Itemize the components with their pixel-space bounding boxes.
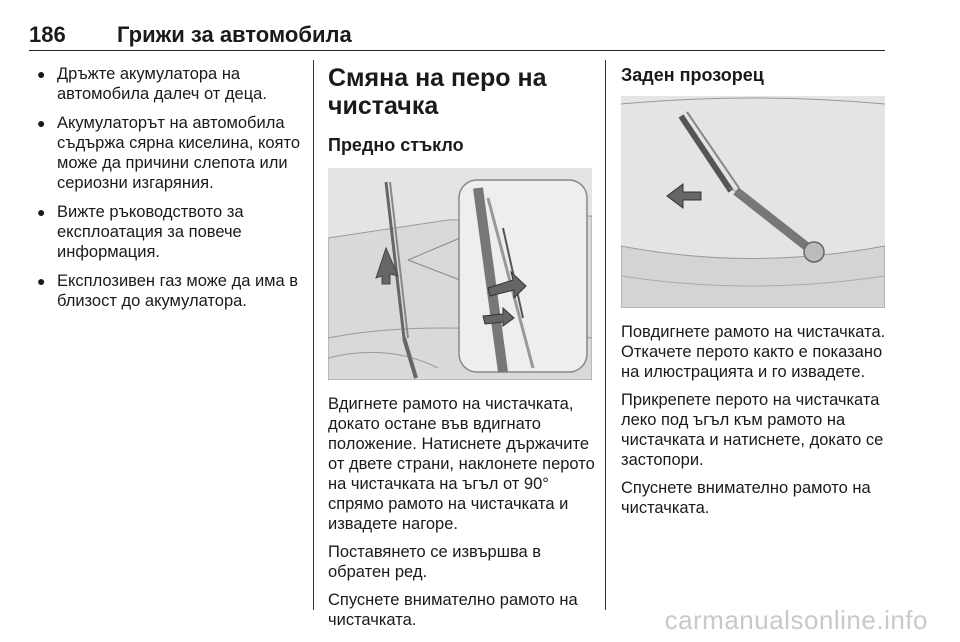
section-heading: Смяна на перо на чистачка [328, 64, 547, 120]
instruction-paragraph: Вдигнете рамото на чистачката, докато остане във вдигнато положение. Натиснете държачите от двете страни, наклонете перото на чистачката на ъгъл от 90° спрямо рамото на чистачката и извадете нагоре. [328, 395, 595, 533]
front-wiper-drawing [328, 168, 592, 380]
bullet-dot-icon: ● [37, 115, 46, 131]
bullet-dot-icon: ● [37, 66, 46, 82]
column-divider-1 [313, 60, 314, 610]
column-2 [328, 64, 596, 638]
instruction-paragraph: Спуснете внимателно рамото на чистачката. [621, 479, 871, 517]
column-1 [33, 64, 305, 320]
bullet-item: ● Акумулаторът на автомобила съдържа сярна киселина, която може да причини слепота или сериозни изгаряния. [37, 114, 301, 192]
column-divider-2 [605, 60, 606, 610]
page-header [29, 22, 885, 52]
rear-wiper-drawing [621, 96, 885, 308]
instruction-paragraph: Спуснете внимателно рамото на чистачката. [328, 591, 578, 629]
rear-wiper-illustration [621, 96, 885, 308]
bullet-item: ● Експлозивен газ може да има в близост до акумулатора. [37, 272, 299, 310]
page-number: 186 [29, 22, 66, 47]
instruction-paragraph: Поставянето се извършва в обратен ред. [328, 543, 542, 581]
site-watermark: carmanualsonline.info [664, 605, 928, 635]
front-wiper-illustration [328, 168, 592, 380]
header-rule [29, 50, 885, 51]
chapter-title: Грижи за автомобила [117, 22, 352, 47]
rear-window-heading: Заден прозорец [621, 65, 764, 85]
bullet-item: ● Вижте ръководството за експлоатация за повече информация. [37, 203, 244, 261]
warning-bullet-list [33, 64, 305, 311]
bullet-dot-icon: ● [37, 273, 46, 289]
instruction-paragraph: Повдигнете рамото на чистачката. Откачете перото както е показано на илюстрацията и го извадете. [621, 323, 886, 381]
bullet-item: ● Дръжте акумулатора на автомобила далеч от деца. [37, 65, 267, 103]
bullet-dot-icon: ● [37, 204, 46, 220]
instruction-paragraph: Прикрепете перото на чистачката леко под ъгъл към рамото на чистачката и натиснете, докато се застопори. [621, 391, 884, 469]
front-windscreen-heading: Предно стъкло [328, 135, 464, 155]
column-3 [621, 64, 889, 526]
